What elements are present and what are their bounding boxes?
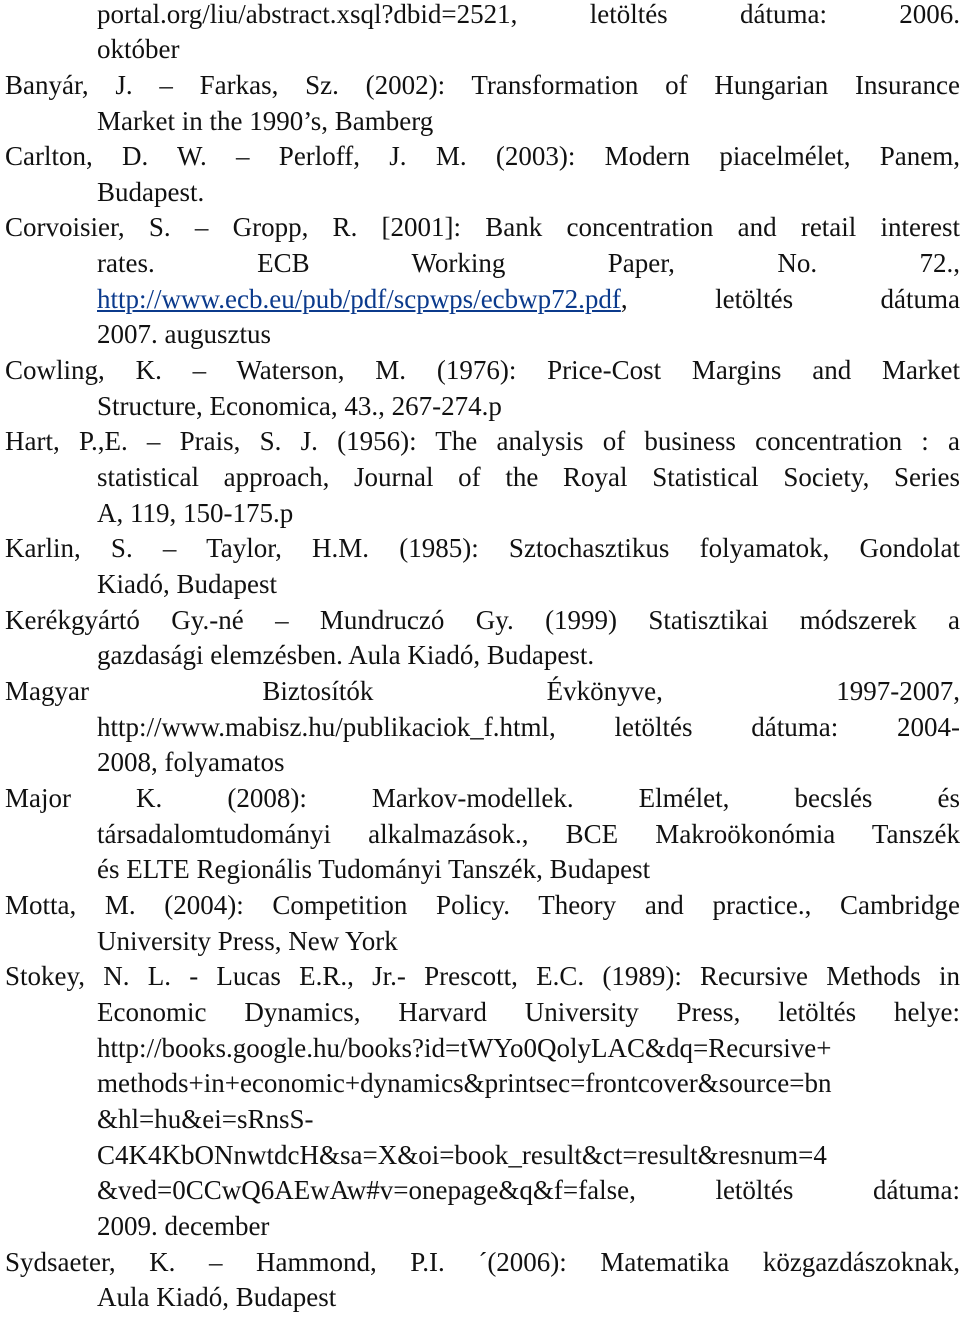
reference-line-text: , letöltés dátuma — [620, 284, 960, 314]
reference-entry-mabisz: Magyar Biztosítók Évkönyve, 1997-2007, — [5, 676, 960, 706]
reference-entry-hart: Hart, P.,E. – Prais, S. J. (1956): The analysis of business concentration : a — [5, 426, 960, 456]
reference-line: &hl=hu&ei=sRnsS- — [97, 1104, 314, 1134]
reference-line: gazdasági elemzésben. Aula Kiadó, Budapest. — [97, 640, 595, 670]
reference-line: University Press, New York — [97, 926, 398, 956]
reference-entry-major: Major K. (2008): Markov-modellek. Elmélet, becslés és — [5, 783, 960, 813]
reference-line: Budapest. — [97, 177, 205, 207]
reference-line: 2007. augusztus — [97, 319, 271, 349]
reference-line: Structure, Economica, 43., 267-274.p — [97, 391, 502, 421]
reference-line: Economic Dynamics, Harvard University Press, letöltés helye: — [97, 997, 960, 1027]
reference-line: statistical approach, Journal of the Royal Statistical Society, Series — [97, 462, 960, 492]
reference-entry-sydsaeter: Sydsaeter, K. – Hammond, P.I. ´(2006): Matematika közgazdászoknak, — [5, 1247, 960, 1277]
reference-line: Market in the 1990’s, Bamberg — [97, 106, 434, 136]
reference-entry-kerekgyarto: Kerékgyártó Gy.-né – Mundruczó Gy. (1999) Statisztikai módszerek a — [5, 605, 960, 635]
reference-line: Kiadó, Budapest — [97, 569, 277, 599]
reference-line: http://books.google.hu/books?id=tWYo0QolyLAC&dq=Recursive+ — [97, 1033, 832, 1063]
reference-entry-carlton: Carlton, D. W. – Perloff, J. M. (2003): Modern piacelmélet, Panem, — [5, 141, 960, 171]
ecb-paper-link[interactable]: http://www.ecb.eu/pub/pdf/scpwps/ecbwp72.pdf — [97, 284, 621, 314]
reference-entry-motta: Motta, M. (2004): Competition Policy. Theory and practice., Cambridge — [5, 890, 960, 920]
reference-line: 2009. december — [97, 1211, 270, 1241]
reference-line: portal.org/liu/abstract.xsql?dbid=2521, letöltés dátuma: 2006. — [97, 0, 960, 29]
reference-entry-stokey: Stokey, N. L. - Lucas E.R., Jr.- Prescott, E.C. (1989): Recursive Methods in — [5, 961, 960, 991]
reference-entry-corvoisier: Corvoisier, S. – Gropp, R. [2001]: Bank concentration and retail interest — [5, 212, 960, 242]
reference-line: http://www.mabisz.hu/publikaciok_f.html, letöltés dátuma: 2004- — [97, 712, 960, 742]
reference-line: methods+in+economic+dynamics&printsec=frontcover&source=bn — [97, 1068, 832, 1098]
reference-line — [0, 281, 960, 317]
reference-entry-karlin: Karlin, S. – Taylor, H.M. (1985): Sztochasztikus folyamatok, Gondolat — [5, 533, 960, 563]
reference-line: A, 119, 150-175.p — [97, 498, 294, 528]
reference-entry-banyar: Banyár, J. – Farkas, Sz. (2002): Transformation of Hungarian Insurance — [5, 70, 960, 100]
reference-line: társadalomtudományi alkalmazások., BCE Makroökonómia Tanszék — [97, 819, 960, 849]
reference-line: C4K4KbONnwtdcH&sa=X&oi=book_result&ct=result&resnum=4 — [97, 1140, 827, 1170]
reference-entry-cowling: Cowling, K. – Waterson, M. (1976): Price-Cost Margins and Market — [5, 355, 960, 385]
reference-line: és ELTE Regionális Tudományi Tanszék, Budapest — [97, 854, 651, 884]
reference-line: &ved=0CCwQ6AEwAw#v=onepage&q&f=false, letöltés dátuma: — [97, 1175, 960, 1205]
reference-line: 2008, folyamatos — [97, 747, 285, 777]
reference-line: rates. ECB Working Paper, No. 72., — [97, 248, 960, 278]
reference-line: Aula Kiadó, Budapest — [97, 1282, 337, 1312]
reference-line: október — [97, 34, 180, 64]
